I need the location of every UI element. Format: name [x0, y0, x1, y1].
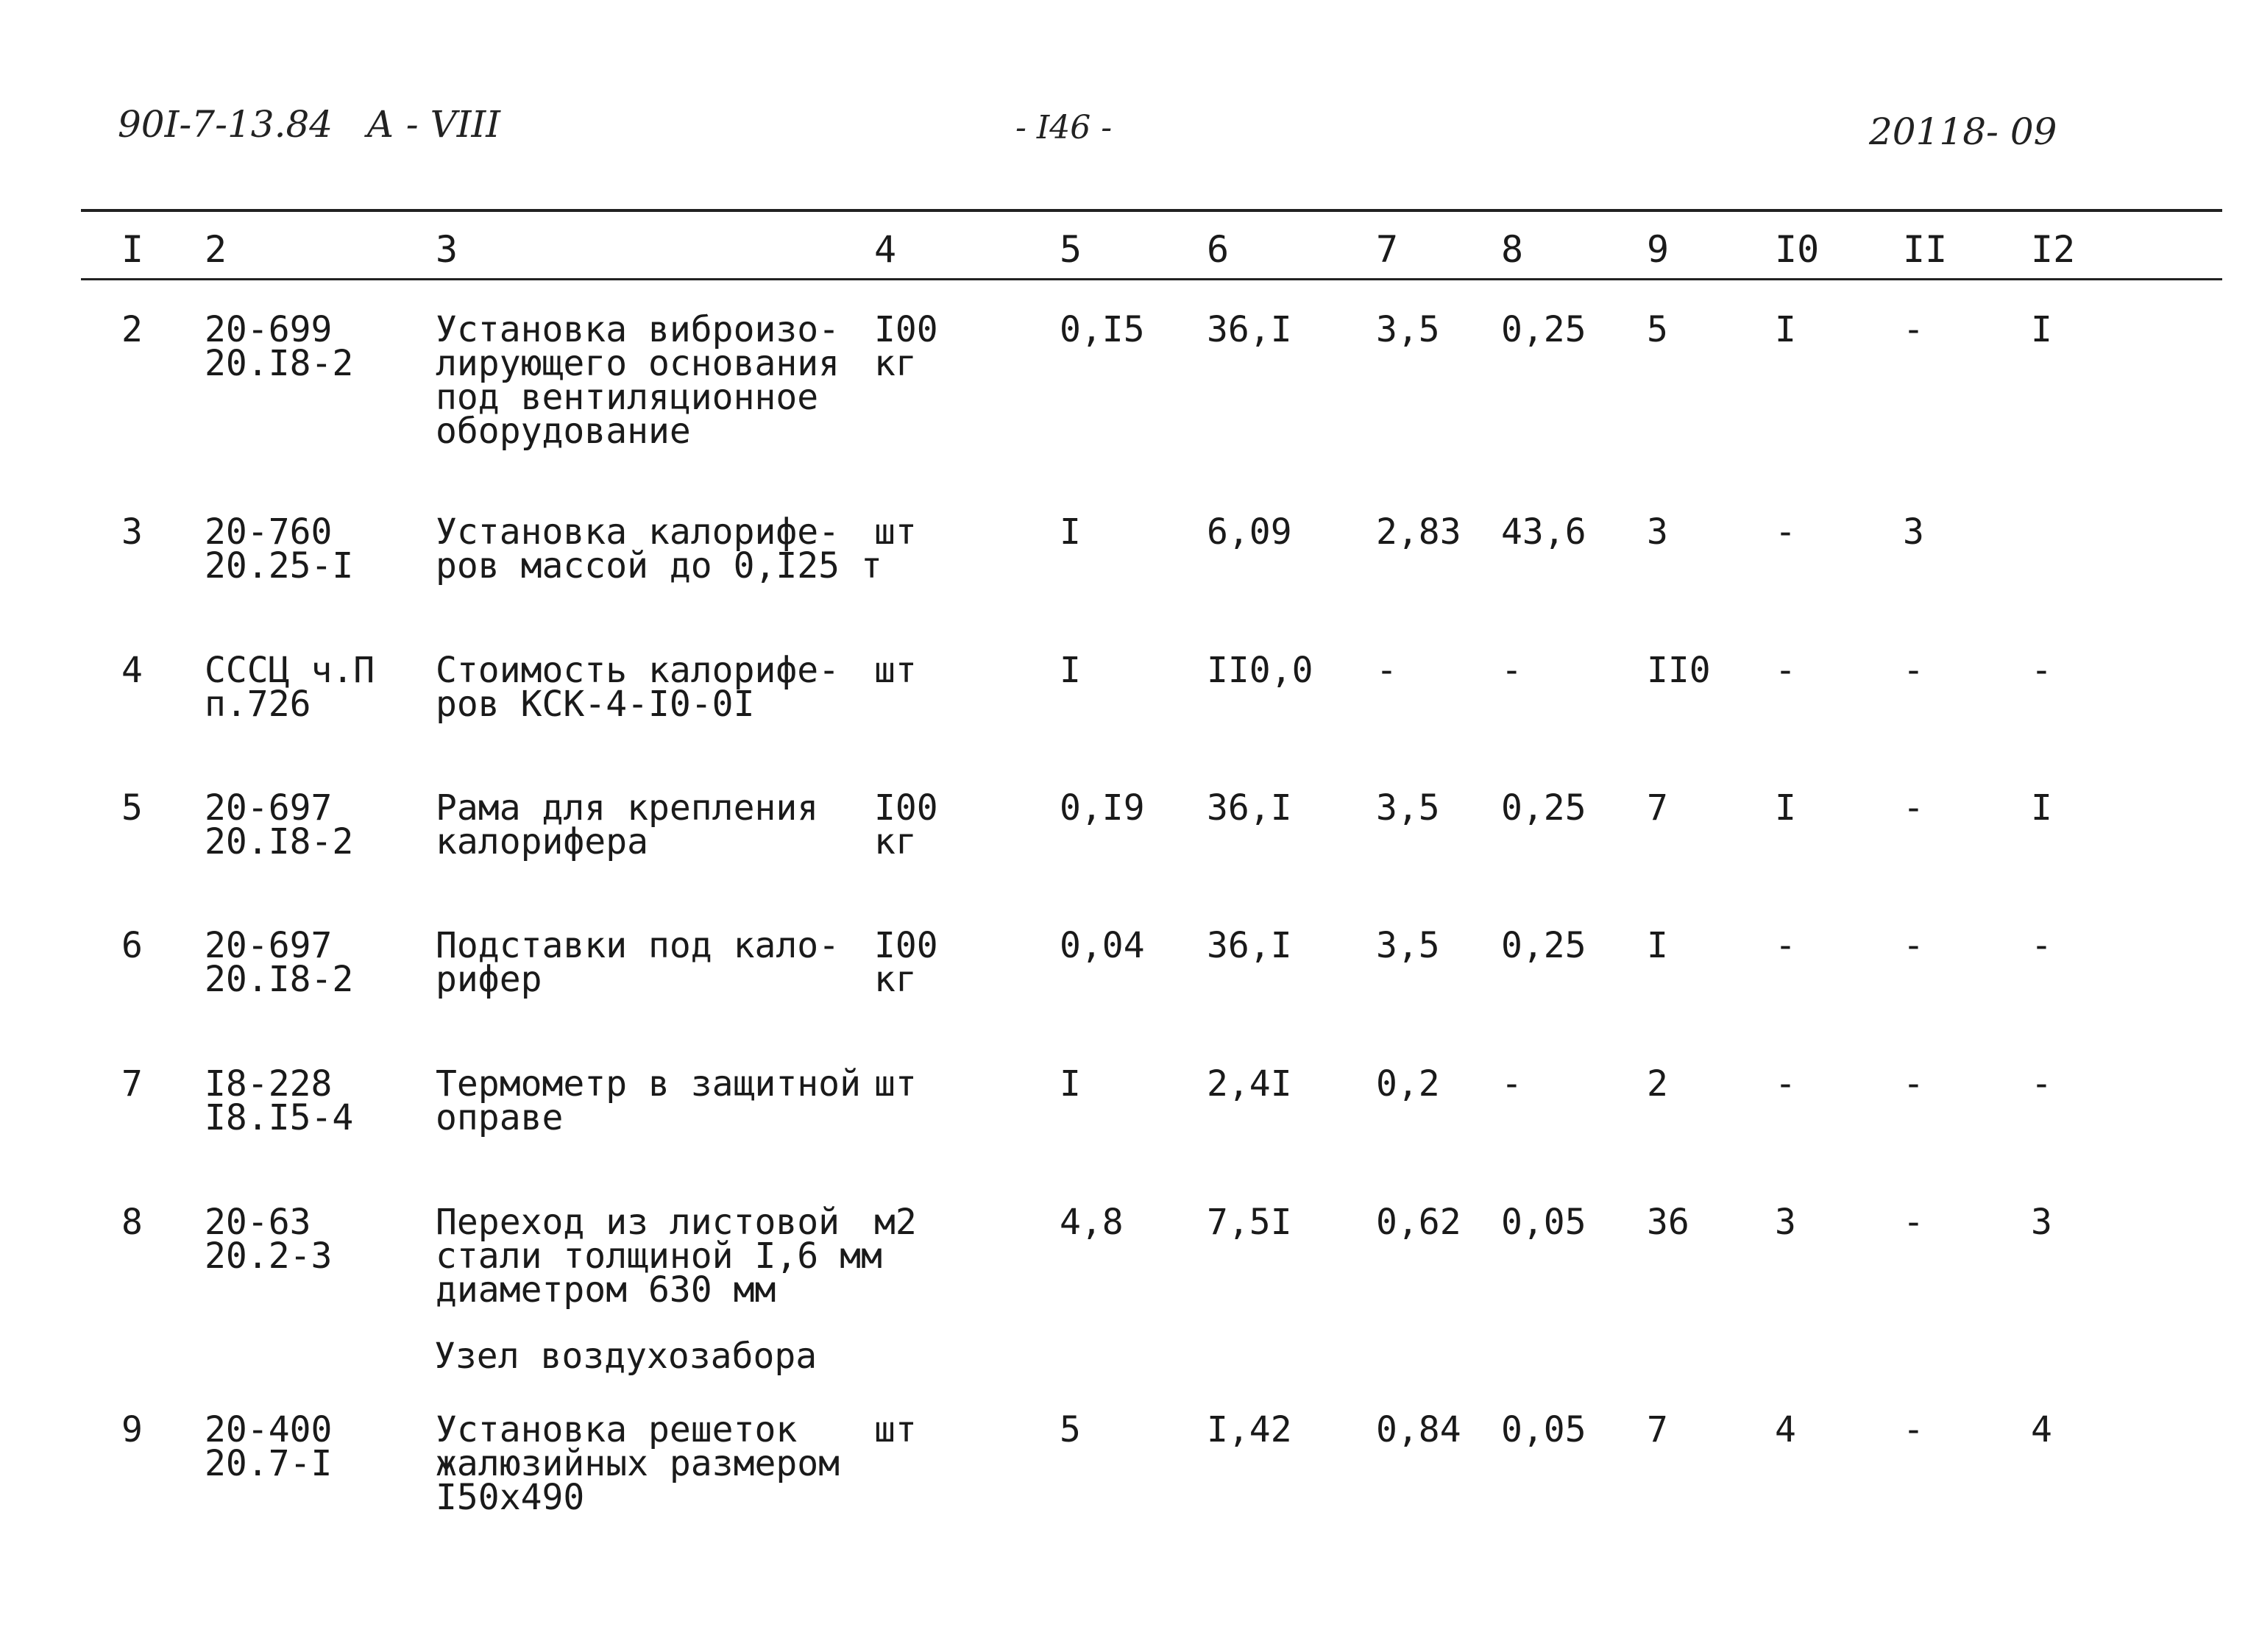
col-9-value: 5: [1647, 309, 1668, 350]
sheet-number: 20118- 09: [1869, 110, 2057, 153]
work-name: Переход из листовой стали толщиной I,6 мм диаметром 630 мм: [436, 1202, 882, 1311]
quantity: 0,04: [1060, 925, 1145, 966]
col-header-7: 7: [1376, 228, 1399, 271]
col-header-3: 3: [436, 228, 458, 271]
document-code: [118, 103, 522, 146]
col-6-value: 7,5I: [1207, 1202, 1292, 1243]
col-header-4: 4: [874, 228, 897, 271]
unit: I00 кг: [874, 309, 938, 384]
work-name: Стоимость калорифе- ров КСК-4-I0-0I: [436, 650, 840, 725]
work-name: Термометр в защитной оправе: [436, 1063, 861, 1138]
norm-code: 20-697 20.I8-2: [205, 925, 354, 1000]
quantity: I: [1060, 1063, 1081, 1105]
col-12-value: 3: [2031, 1202, 2052, 1243]
col-11-value: -: [1903, 925, 1924, 966]
col-11-value: -: [1903, 1409, 1924, 1450]
col-7-value: 0,84: [1376, 1409, 1461, 1450]
col-8-value: 0,25: [1501, 925, 1586, 966]
col-6-value: 36,I: [1207, 309, 1292, 350]
section-title: Узел воздухозабора: [434, 1336, 818, 1377]
work-name: Установка виброизо- лирующего основания под вентиляционное оборудование: [436, 309, 840, 452]
col-header-8: 8: [1501, 228, 1524, 271]
col-12-value: 4: [2031, 1409, 2052, 1450]
col-9-value: 7: [1647, 787, 1668, 829]
work-name: Подставки под кало- рифер: [436, 925, 840, 1000]
unit: I00 кг: [874, 925, 938, 1000]
row-number: 6: [121, 925, 143, 966]
col-9-value: 36: [1647, 1202, 1689, 1243]
col-7-value: 3,5: [1376, 925, 1440, 966]
col-6-value: II0,0: [1207, 650, 1313, 691]
col-7-value: 2,83: [1376, 511, 1461, 553]
col-header-11: II: [1903, 228, 1948, 271]
work-name: Установка решеток жалюзийных размером I50х490: [436, 1409, 840, 1518]
col-8-value: 0,25: [1501, 309, 1586, 350]
col-8-value: 0,25: [1501, 787, 1586, 829]
col-9-value: II0: [1647, 650, 1711, 691]
col-7-value: 0,2: [1376, 1063, 1440, 1105]
norm-code: I8-228 I8.I5-4: [205, 1063, 354, 1138]
norm-code: 20-63 20.2-3: [205, 1202, 333, 1277]
col-8-value: 43,6: [1501, 511, 1586, 553]
col-6-value: 6,09: [1207, 511, 1292, 553]
col-7-value: -: [1376, 650, 1397, 691]
col-7-value: 3,5: [1376, 787, 1440, 829]
row-number: 3: [121, 511, 143, 553]
col-6-value: 36,I: [1207, 787, 1292, 829]
row-number: 5: [121, 787, 143, 829]
row-number: 9: [121, 1409, 143, 1450]
col-10-value: -: [1775, 925, 1796, 966]
col-header-1: I: [121, 228, 144, 271]
col-10-value: -: [1775, 511, 1796, 553]
unit: шт: [874, 1063, 917, 1105]
quantity: I: [1060, 511, 1081, 553]
quantity: I: [1060, 650, 1081, 691]
col-9-value: I: [1647, 925, 1668, 966]
col-11-value: -: [1903, 309, 1924, 350]
col-12-value: -: [2031, 925, 2052, 966]
quantity: 0,I9: [1060, 787, 1145, 829]
col-header-6: 6: [1207, 228, 1230, 271]
unit: м2: [874, 1202, 917, 1243]
col-12-value: I: [2031, 309, 2052, 350]
norm-code: 20-699 20.I8-2: [205, 309, 354, 384]
col-6-value: I,42: [1207, 1409, 1292, 1450]
col-header-10: I0: [1775, 228, 1820, 271]
quantity: 0,I5: [1060, 309, 1145, 350]
table-header-rule: [81, 278, 2222, 280]
unit: шт: [874, 650, 917, 691]
row-number: 8: [121, 1202, 143, 1243]
col-10-value: I: [1775, 787, 1796, 829]
row-number: 2: [121, 309, 143, 350]
unit: шт: [874, 511, 917, 553]
col-6-value: 2,4I: [1207, 1063, 1292, 1105]
col-11-value: 3: [1903, 511, 1924, 553]
work-name: Установка калорифе- ров массой до 0,I25 т: [436, 511, 882, 586]
work-name: Рама для крепления калорифера: [436, 787, 819, 862]
row-number: 7: [121, 1063, 143, 1105]
norm-code: 20-400 20.7-I: [205, 1409, 333, 1484]
col-12-value: -: [2031, 650, 2052, 691]
col-7-value: 0,62: [1376, 1202, 1461, 1243]
col-header-9: 9: [1647, 228, 1670, 271]
col-8-value: 0,05: [1501, 1202, 1586, 1243]
col-header-5: 5: [1060, 228, 1082, 271]
col-11-value: -: [1903, 1063, 1924, 1105]
unit: шт: [874, 1409, 917, 1450]
album-number: А - VIII: [366, 103, 500, 146]
quantity: 4,8: [1060, 1202, 1124, 1243]
col-10-value: I: [1775, 309, 1796, 350]
col-11-value: -: [1903, 1202, 1924, 1243]
col-11-value: -: [1903, 650, 1924, 691]
unit: I00 кг: [874, 787, 938, 862]
col-8-value: 0,05: [1501, 1409, 1586, 1450]
norm-code: 20-760 20.25-I: [205, 511, 354, 586]
col-8-value: -: [1501, 650, 1522, 691]
norm-code: СССЦ ч.П п.726: [205, 650, 375, 725]
page-number: - I46 -: [1015, 109, 1113, 146]
col-9-value: 3: [1647, 511, 1668, 553]
col-header-2: 2: [205, 228, 227, 271]
row-number: 4: [121, 650, 143, 691]
col-10-value: 4: [1775, 1409, 1796, 1450]
col-7-value: 3,5: [1376, 309, 1440, 350]
col-9-value: 2: [1647, 1063, 1668, 1105]
col-12-value: I: [2031, 787, 2052, 829]
col-11-value: -: [1903, 787, 1924, 829]
col-header-12: I2: [2031, 228, 2076, 271]
col-8-value: -: [1501, 1063, 1522, 1105]
col-9-value: 7: [1647, 1409, 1668, 1450]
doc-code: 90I-7-13.84: [118, 103, 333, 146]
col-10-value: -: [1775, 1063, 1796, 1105]
col-10-value: -: [1775, 650, 1796, 691]
quantity: 5: [1060, 1409, 1081, 1450]
col-6-value: 36,I: [1207, 925, 1292, 966]
table-top-rule: [81, 209, 2222, 212]
norm-code: 20-697 20.I8-2: [205, 787, 354, 862]
col-10-value: 3: [1775, 1202, 1796, 1243]
col-12-value: -: [2031, 1063, 2052, 1105]
